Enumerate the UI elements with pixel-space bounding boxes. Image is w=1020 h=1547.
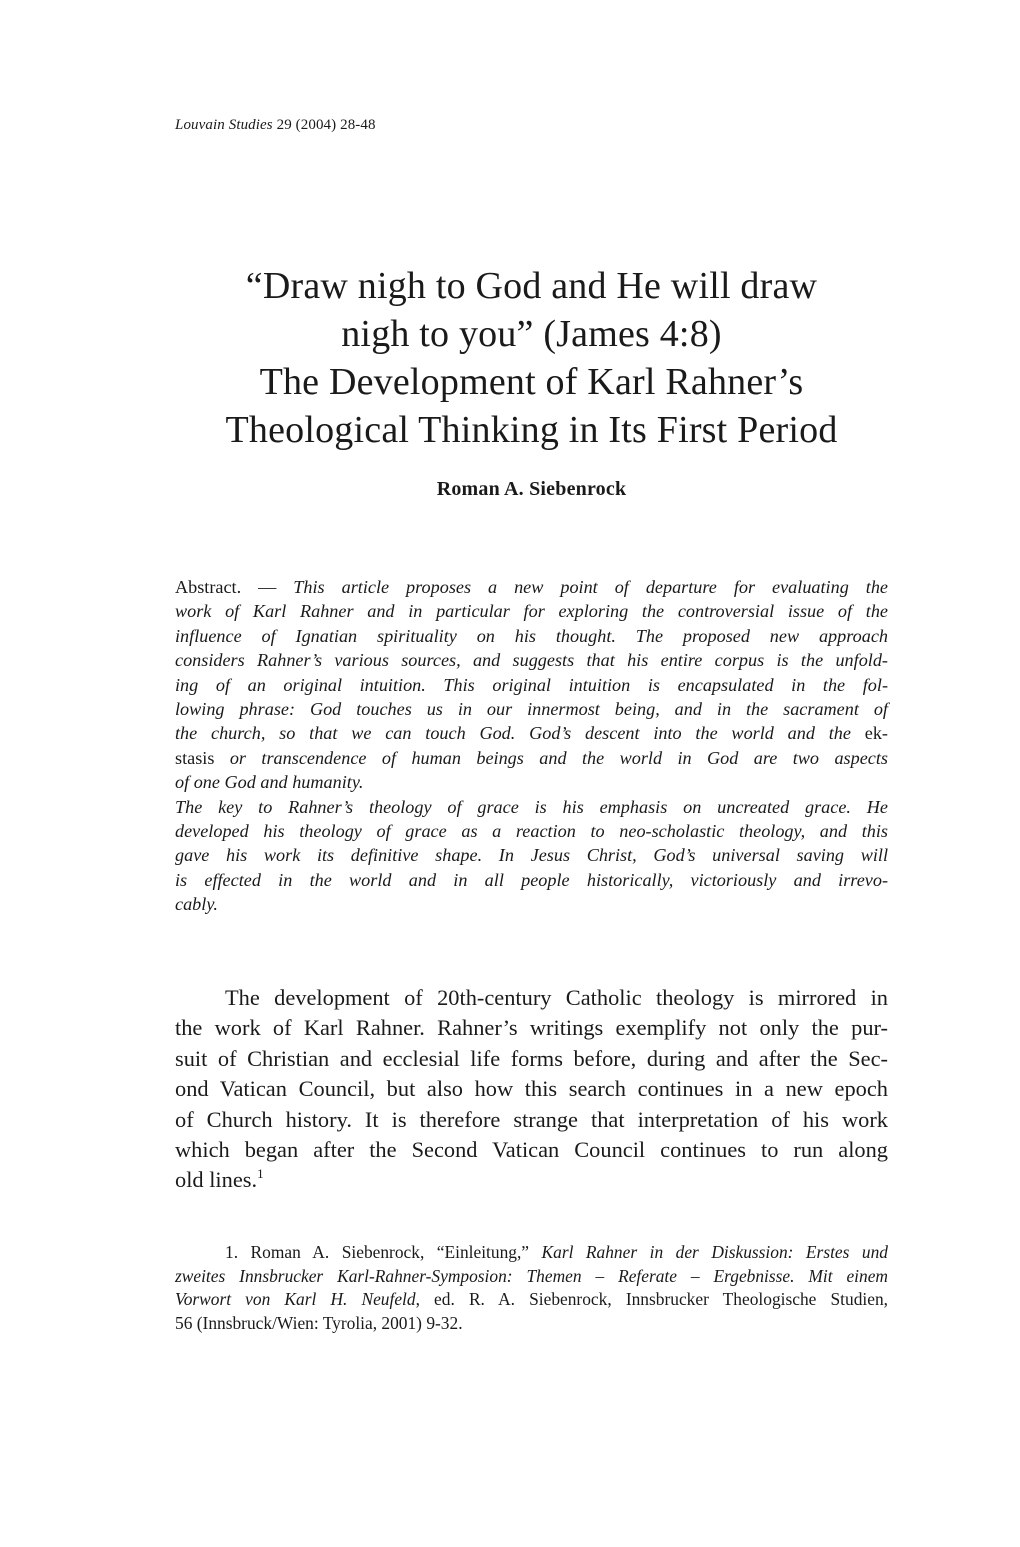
abstract-line: work of Karl Rahner and in particular for exploring the controversial issue of the bbox=[175, 601, 888, 622]
abstract-line: developed his theology of grace as a reaction to neo-scholastic theology, and this bbox=[175, 820, 888, 841]
title-line: Theological Thinking in Its First Period bbox=[225, 409, 838, 451]
abstract-line: Abstract. — This article proposes a new point of departure for evaluating the bbox=[175, 577, 888, 597]
abstract bbox=[175, 575, 888, 916]
author-name: Roman A. Siebenrock bbox=[436, 478, 627, 500]
body-line: suit of Christian and ecclesial life forms before, during and after the Sec- bbox=[175, 1045, 888, 1071]
body-line: The development of 20th-century Catholic theology is mirrored in bbox=[225, 985, 888, 1010]
abstract-line: cably. bbox=[175, 894, 218, 915]
footnote-line: 56 (Innsbruck/Wien: Tyrolia, 2001) 9-32. bbox=[175, 1312, 463, 1333]
journal-name: Louvain Studies bbox=[175, 117, 273, 133]
body-line: of Church history. It is therefore strange that interpretation of his work bbox=[175, 1106, 888, 1132]
abstract-line: considers Rahner’s various sources, and suggests that his entire corpus is the unfold- bbox=[175, 650, 888, 671]
title-line: nigh to you” (James 4:8) bbox=[341, 313, 722, 355]
footnote-line: Vorwort von Karl H. Neufeld, ed. R. A. Siebenrock, Innsbrucker Theologische Studien, bbox=[175, 1289, 888, 1310]
abstract-line: influence of Ignatian spirituality on his thought. The proposed new approach bbox=[175, 625, 888, 646]
footnote-reference[interactable]: 1 bbox=[257, 1166, 264, 1182]
footnote-line: zweites Innsbrucker Karl-Rahner-Symposion: Themen – Referate – Ergebnisse. Mit einem bbox=[175, 1265, 888, 1286]
abstract-line: the church, so that we can touch God. God’s descent into the world and the ek- bbox=[175, 723, 888, 744]
footnote-line: 1. Roman A. Siebenrock, “Einleitung,” Karl Rahner in der Diskussion: Erstes und bbox=[225, 1242, 888, 1262]
body-paragraph bbox=[175, 983, 888, 1196]
title-line: “Draw nigh to God and He will draw bbox=[245, 265, 818, 307]
body-line: ond Vatican Council, but also how this search continues in a new epoch bbox=[175, 1076, 888, 1102]
abstract-line: of one God and humanity. bbox=[175, 772, 364, 793]
body-line: the work of Karl Rahner. Rahner’s writings exemplify not only the pur- bbox=[175, 1015, 888, 1041]
title-line: The Development of Karl Rahner’s bbox=[259, 361, 804, 403]
abstract-line: is effected in the world and in all people historically, victoriously and irrevo- bbox=[175, 869, 888, 890]
running-head bbox=[175, 117, 376, 134]
body-line: old lines.$^1$ bbox=[175, 1166, 264, 1193]
abstract-line: The key to Rahner’s theology of grace is his emphasis on uncreated grace. He bbox=[175, 796, 888, 817]
body-line: which began after the Second Vatican Council continues to run along bbox=[175, 1136, 888, 1162]
abstract-label: Abstract. — bbox=[175, 577, 294, 597]
abstract-line: stasis or transcendence of human beings and the world in God are two aspects bbox=[175, 747, 888, 768]
footnote bbox=[175, 1241, 888, 1335]
abstract-line: ing of an original intuition. This original intuition is encapsulated in the fol- bbox=[175, 674, 888, 695]
journal-citation: 29 (2004) 28-48 bbox=[272, 117, 376, 133]
article-title bbox=[175, 262, 888, 454]
abstract-line: gave his work its definitive shape. In Jesus Christ, God’s universal saving will bbox=[175, 845, 888, 866]
abstract-line: lowing phrase: God touches us in our innermost being, and in the sacrament of bbox=[175, 698, 888, 719]
